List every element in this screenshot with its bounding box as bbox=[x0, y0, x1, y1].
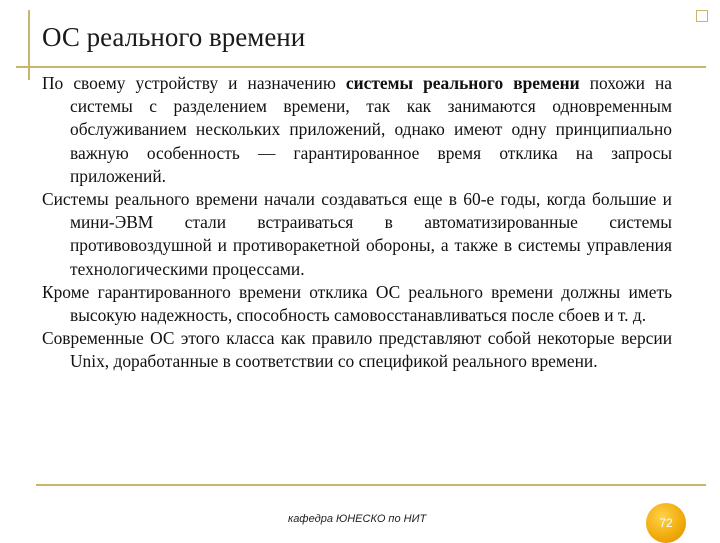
paragraph-1 bbox=[42, 72, 672, 188]
paragraph-1-rest: похожи на системы с разделением времени, так как занимаются одновременным обслуживанием нескольких приложений, однако имеют одну принципиально важную особенность — гарантированное время отклика на запросы приложений. bbox=[70, 73, 672, 186]
frame-corner-square bbox=[696, 10, 708, 22]
footer-line bbox=[36, 484, 706, 486]
paragraph-3: Кроме гарантированного времени отклика ОС реального времени должны иметь высокую надежность, способность самовосстанавливаться после сбоев и т. д. bbox=[42, 281, 672, 326]
page-number-badge bbox=[646, 503, 686, 543]
paragraph-1-start: По своему устройству и назначению bbox=[42, 73, 346, 93]
paragraph-2: Системы реального времени начали создаваться еще в 60-е годы, когда большие и мини-ЭВМ стали встраиваться в автоматизированные системы противовоздушной и противоракетной обороны, а также в системы управления технологическими процессами. bbox=[42, 189, 672, 279]
slide-title: ОС реального времени bbox=[42, 22, 306, 52]
frame-vertical-line bbox=[28, 10, 30, 80]
frame-top-line bbox=[16, 66, 706, 68]
paragraph-4: Современные ОС этого класса как правило представляют собой некоторые версии Unix, доработанные в соответствии со спецификой реального времени. bbox=[42, 328, 672, 372]
paragraph-1-bold: системы реального времени bbox=[345, 73, 580, 93]
footer-text: кафедра ЮНЕСКО по НИТ bbox=[288, 513, 427, 525]
page-number: 72 bbox=[659, 516, 673, 530]
slide-body bbox=[42, 72, 672, 374]
